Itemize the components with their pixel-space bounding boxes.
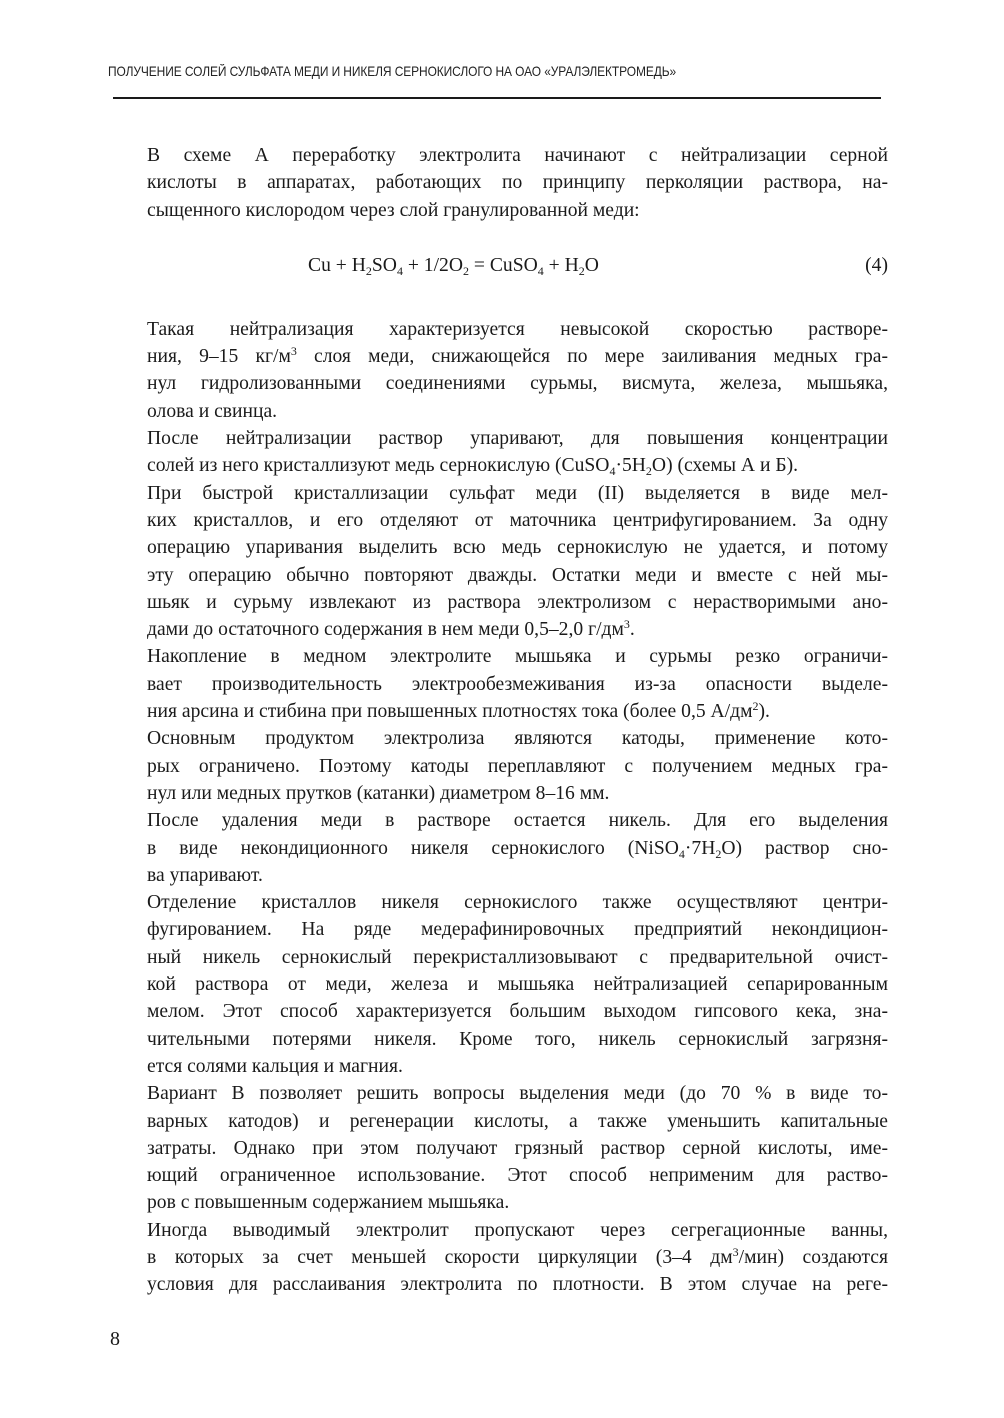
text-line: ров с повышенным содержанием мышьяка. <box>147 1192 510 1214</box>
text-line: затраты. Однако при этом получают грязный раствор серной кислоты, име- <box>147 1137 888 1159</box>
text-line: ный никель сернокислый перекристаллизовывают с предварительной очист- <box>147 946 888 968</box>
text-line: нул гидролизованными соединениями сурьмы, висмута, железа, мышьяка, <box>147 373 888 395</box>
text-line: вает производительность электрообезмеживания из-за опасности выделе- <box>147 673 888 695</box>
body-text <box>110 142 888 1299</box>
page-number: 8 <box>110 1328 120 1350</box>
text-line: Вариант В позволяет решить вопросы выделения меди (до 70 % в виде то- <box>147 1083 888 1105</box>
text-line: рых ограничено. Поэтому катоды переплавляют с получением медных гра- <box>147 755 888 777</box>
equation-number: (4) <box>865 254 888 276</box>
text-line: солей из него кристаллизуют медь сернокислую $(CuSO_4\cdot 5H_2O)$ (схемы А и Б). <box>147 455 799 479</box>
text-line: Основным продуктом электролиза являются катоды, применение кото- <box>147 728 888 750</box>
text-line: Накопление в медном электролите мышьяка и сурьмы резко ограничи- <box>147 646 888 668</box>
text-line: При быстрой кристаллизации сульфат меди (II) выделяется в виде мел- <box>147 482 888 504</box>
paragraph <box>110 1080 888 1216</box>
equation-block <box>110 244 888 296</box>
text-line: В схеме А переработку электролита начинают с нейтрализации серной <box>147 145 888 166</box>
text-line: кой раствора от меди, железа и мышьяка нейтрализацией сепарированным <box>147 974 888 996</box>
paragraph <box>110 1217 888 1299</box>
text-line: операцию упаривания выделить всю медь сернокислую не удается, и потому <box>147 537 888 559</box>
text-line: шьяк и сурьму извлекают из раствора электролизом с нерастворимыми ано- <box>147 591 888 613</box>
paragraph <box>110 316 888 425</box>
text-line: ется солями кальция и магния. <box>147 1055 403 1077</box>
paragraph <box>110 425 888 480</box>
text-line: в виде некондиционного никеля сернокислого $(NiSO_4\cdot 7H_2O)$ раствор сно- <box>147 837 888 861</box>
text-line: ющий ограниченное использование. Этот способ неприменим для раство- <box>147 1165 888 1187</box>
running-head: ПОЛУЧЕНИЕ СОЛЕЙ СУЛЬФАТА МЕДИ И НИКЕЛЯ СЕРНОКИСЛОГО НА ОАО «УРАЛЭЛЕКТРОМЕДЬ» <box>108 64 677 79</box>
text-line: ния арсина и стибина при повышенных плотностях тока (более 0,5 $А/дм^2$). <box>147 699 770 723</box>
paragraph <box>110 643 888 725</box>
text-line: олова и свинца. <box>147 400 278 422</box>
text-line: дами до остаточного содержания в нем меди 0,5–2,0 $г/дм^3$. <box>147 617 635 641</box>
text-line: варных катодов) и регенерации кислоты, а также уменьшить капитальные <box>147 1110 888 1132</box>
text-line: чительными потерями никеля. Кроме того, никель сернокислый загрязня- <box>147 1028 888 1050</box>
header-rule <box>113 97 881 99</box>
text-line: ва упаривают. <box>147 864 263 886</box>
text-line: мелом. Этот способ характеризуется большим выходом гипсового кека, зна- <box>147 1001 888 1023</box>
chemical-equation: $Cu + H_2SO_4 + 1/2O_2$ = CuSO$_4$ + $H_2O$ <box>308 254 599 278</box>
text-line: кислоты в аппаратах, работающих по принципу перколяции раствора, на- <box>147 172 888 194</box>
paragraph <box>110 807 888 889</box>
text-line: условия для расслаивания электролита по плотности. В этом случае на реге- <box>147 1274 888 1296</box>
paragraph <box>110 480 888 644</box>
text-line: Отделение кристаллов никеля сернокислого также осуществляют центри- <box>147 892 888 914</box>
text-line: в которых за счет меньшей скорости циркуляции (3–4 $дм^3/мин$) создаются <box>147 1244 888 1268</box>
paragraph <box>110 142 888 224</box>
text-line: ких кристаллов, и его отделяют от маточника центрифугированием. За одну <box>147 509 888 531</box>
text-line: Иногда выводимый электролит пропускают через сегрегационные ванны, <box>147 1219 888 1241</box>
paragraph <box>110 889 888 1080</box>
text-line: фугированием. На ряде медерафинировочных предприятий некондицион- <box>147 919 888 941</box>
text-line: Такая нейтрализация характеризуется невысокой скоростью растворе- <box>147 318 888 340</box>
text-line: ния, 9–15 $кг/м^3$ слоя меди, снижающейся по мере заиливания медных гра- <box>147 344 888 368</box>
text-line: нул или медных прутков (катанки) диаметром 8–16 мм. <box>147 782 610 804</box>
text-line: После удаления меди в растворе остается никель. Для его выделения <box>147 810 888 832</box>
text-line: эту операцию обычно повторяют дважды. Остатки меди и вместе с ней мы- <box>147 564 888 586</box>
text-line: После нейтрализации раствор упаривают, для повышения концентрации <box>147 428 888 450</box>
paragraph <box>110 725 888 807</box>
text-line: сыщенного кислородом через слой гранулированной меди: <box>147 199 640 221</box>
